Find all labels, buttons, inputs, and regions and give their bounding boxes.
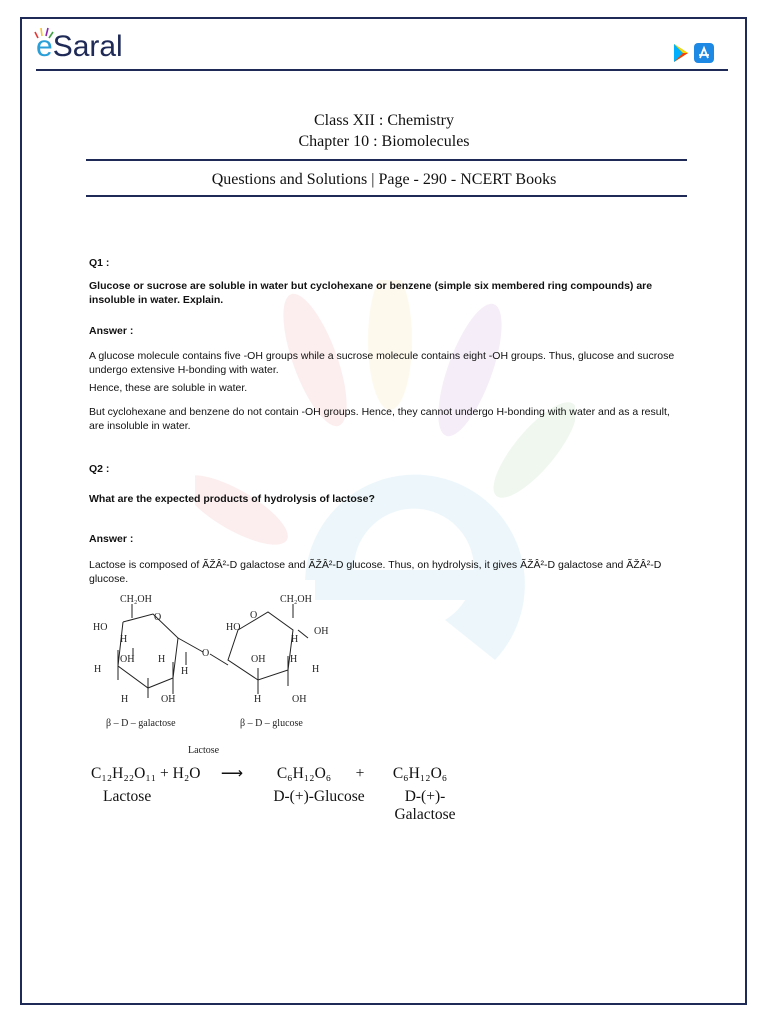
hydrolysis-equation: [91, 764, 475, 823]
right-atom-4: OH: [251, 654, 266, 665]
right-atom-8: OH: [292, 694, 307, 705]
left-atom-4: H: [181, 666, 189, 677]
equation-name-reactant: Lactose: [103, 788, 152, 805]
play-store-icon[interactable]: [672, 43, 690, 63]
q1-label: Q1 :: [89, 257, 110, 269]
right-atom-0: HO: [226, 622, 241, 633]
q2-answer-p1: Lactose is composed of ÃŽÂ²-D galactose and ÃŽÂ²-D glucose. Thus, on hydrolysis, it gives ÃŽÂ²-D galactose and ÃŽÂ²-D glucose.: [89, 559, 662, 585]
class-line: Class XII : Chemistry: [314, 112, 454, 129]
left-atom-5: H: [94, 664, 102, 675]
lactose-structure-diagram: [88, 590, 348, 760]
equation-product1: C₆H₁₂O₆: [276, 765, 332, 782]
store-icons: [672, 43, 714, 63]
right-atom-3: OH: [314, 626, 329, 637]
header-divider: [36, 69, 728, 71]
q1-answer-p3: But cyclohexane and benzene do not contain -OH groups. Hence, they cannot undergo H-bonding with water and as a result, are insoluble in water.: [89, 406, 670, 432]
left-ch2oh-label: CH₂OH: [120, 594, 152, 605]
esaral-logo[interactable]: [36, 30, 123, 64]
equation-name-product2: D-(+)-Galactose: [394, 788, 456, 823]
equation-name-product1: D-(+)-Glucose: [273, 788, 365, 805]
galactose-label: β – D – galactose: [106, 718, 176, 729]
left-atom-6: OH: [161, 694, 176, 705]
left-bottom-h: H: [121, 694, 129, 705]
chapter-line: Chapter 10 : Biomolecules: [298, 133, 470, 150]
q2-answer-label: Answer :: [89, 533, 134, 545]
left-ring-oxygen: O: [154, 612, 162, 623]
logo-e: e: [36, 30, 53, 63]
q1-question: Glucose or sucrose are soluble in water but cyclohexane or benzene (simple six membered ring compounds) are insoluble in water. Explain.: [89, 280, 653, 306]
right-atom-6: H: [312, 664, 320, 675]
left-atom-2: OH: [120, 654, 135, 665]
left-atom-1: H: [120, 634, 128, 645]
left-atom-3: H: [158, 654, 166, 665]
q2-question: What are the expected products of hydrolysis of lactose?: [89, 493, 375, 505]
equation-product2: C₆H₁₂O₆: [392, 765, 448, 782]
right-atom-5: H: [290, 654, 298, 665]
equation-arrow: ⟶: [220, 765, 244, 782]
title-divider-bottom: [86, 195, 687, 197]
right-atom-1: O: [250, 610, 258, 621]
page-title: [0, 110, 768, 152]
q1-answer-p2: Hence, these are soluble in water.: [89, 382, 248, 394]
q1-answer-label: Answer :: [89, 325, 134, 337]
subtitle: Questions and Solutions | Page - 290 - NCERT Books: [211, 171, 557, 188]
q2-label: Q2 :: [89, 463, 110, 475]
glucose-label: β – D – glucose: [240, 718, 303, 729]
logo-word: Saral: [52, 30, 123, 63]
app-store-icon[interactable]: [694, 43, 714, 63]
bridge-oxygen: O: [202, 648, 210, 659]
q1-answer-p1: A glucose molecule contains five -OH groups while a sucrose molecule contains eight -OH groups. Thus, glucose and sucrose undergo extensive H-bonding with water.: [89, 350, 675, 376]
title-divider-top: [86, 159, 687, 161]
equation-reactant: C₁₂H₂₂O₁₁ + H₂O: [91, 765, 201, 782]
left-atom-0: HO: [93, 622, 108, 633]
right-ch2oh-label: CH₂OH: [280, 594, 312, 605]
right-atom-7: H: [254, 694, 262, 705]
equation-plus: +: [355, 765, 365, 782]
lactose-caption: Lactose: [188, 745, 220, 756]
right-atom-2: H: [291, 634, 299, 645]
